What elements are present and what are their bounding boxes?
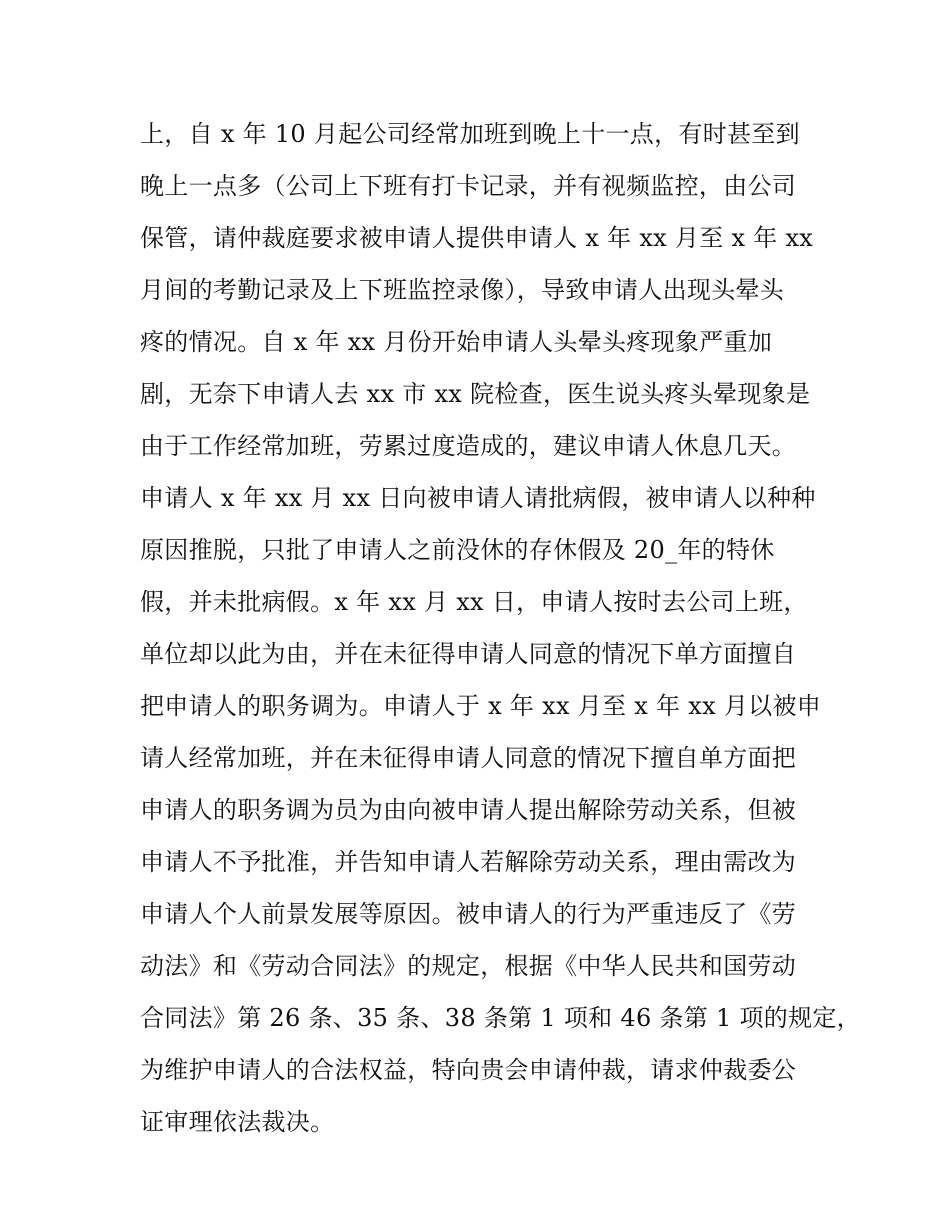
text-line: 上，自 x 年 10 月起公司经常加班到晚上十一点，有时甚至到: [140, 120, 800, 148]
text-line: 剧，无奈下申请人去 xx 市 xx 院检查，医生说头疼头晕现象是: [140, 380, 811, 408]
text-line: 合同法》第 26 条、35 条、38 条第 1 项和 46 条第 1 项的规定，: [140, 1004, 861, 1032]
text-line: 申请人的职务调为员为由向被申请人提出解除劳动关系，但被: [140, 796, 797, 824]
text-line: 申请人个人前景发展等原因。被申请人的行为严重违反了《劳: [140, 900, 797, 928]
text-line: 疼的情况。自 x 年 xx 月份开始申请人头晕头疼现象严重加: [140, 328, 773, 356]
text-line: 把申请人的职务调为。申请人于 x 年 xx 月至 x 年 xx 月以被申: [140, 692, 822, 720]
text-line: 动法》和《劳动合同法》的规定，根据《中华人民共和国劳动: [140, 952, 797, 980]
text-line: 申请人 x 年 xx 月 xx 日向被申请人请批病假，被申请人以种种: [140, 484, 816, 512]
text-line: 请人经常加班，并在未征得申请人同意的情况下擅自单方面把: [140, 744, 797, 772]
text-line: 申请人不予批准，并告知申请人若解除劳动关系，理由需改为: [140, 848, 797, 876]
text-line: 月间的考勤记录及上下班监控录像），导致申请人出现头晕头: [140, 276, 785, 304]
text-line: 为维护申请人的合法权益，特向贵会申请仲裁，请求仲裁委公: [140, 1056, 797, 1084]
text-line: 原因推脱，只批了申请人之前没休的存休假及 20_年的特休: [140, 536, 775, 564]
text-line: 假，并未批病假。x 年 xx 月 xx 日，申请人按时去公司上班，: [140, 588, 808, 616]
document-body: [140, 108, 861, 1148]
text-line: 保管，请仲裁庭要求被申请人提供申请人 x 年 xx 月至 x 年 xx: [140, 224, 814, 252]
text-line: 晚上一点多（公司上下班有打卡记录，并有视频监控，由公司: [140, 172, 797, 200]
text-line: 证审理依法裁决。: [140, 1108, 335, 1136]
text-line: 单位却以此为由，并在未征得申请人同意的情况下单方面擅自: [140, 640, 797, 668]
text-line: 由于工作经常加班，劳累过度造成的，建议申请人休息几天。: [140, 432, 797, 460]
